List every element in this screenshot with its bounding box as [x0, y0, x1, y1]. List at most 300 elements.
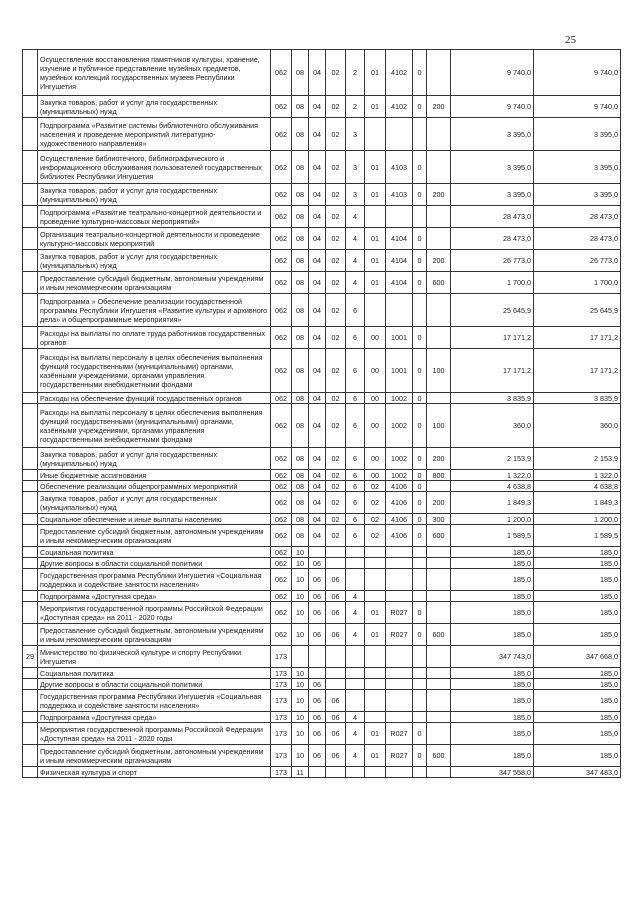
- col-main-event: 01: [365, 184, 386, 206]
- col-subprogram: 6: [346, 448, 365, 470]
- col-expense-type: [427, 206, 451, 228]
- col-direction: 4104: [386, 250, 413, 272]
- col-sum-year1: 1 589,5: [451, 525, 534, 547]
- row-name: Подпрограмма «Доступная среда»: [38, 591, 271, 602]
- col-main-event: 01: [365, 723, 386, 745]
- col-sum-year1: 25 645,9: [451, 294, 534, 327]
- row-name: Физическая культура и спорт: [38, 767, 271, 778]
- col-section: 08: [292, 525, 309, 547]
- col-program: [326, 679, 346, 690]
- col-subprogram: [346, 569, 365, 591]
- col-direction: 1001: [386, 327, 413, 349]
- row-number: [23, 250, 38, 272]
- col-sum-year2: 17 171,2: [534, 349, 621, 393]
- col-expense-type: 200: [427, 184, 451, 206]
- col-sum-year2: 360,0: [534, 404, 621, 448]
- col-sum-year2: 3 395,0: [534, 118, 621, 151]
- col-main-event: 00: [365, 404, 386, 448]
- col-subsection: 04: [309, 118, 326, 151]
- col-marker: [413, 294, 427, 327]
- col-marker: [413, 679, 427, 690]
- col-main-event: [365, 558, 386, 569]
- col-section: 08: [292, 50, 309, 96]
- col-program: 02: [326, 228, 346, 250]
- col-direction: [386, 118, 413, 151]
- col-subsection: 06: [309, 558, 326, 569]
- col-section: 08: [292, 327, 309, 349]
- table-row: [23, 184, 621, 206]
- col-program: 06: [326, 569, 346, 591]
- col-sum-year2: 185,0: [534, 558, 621, 569]
- row-name: Социальная политика: [38, 668, 271, 679]
- row-name: Закупка товаров, работ и услуг для государственных (муниципальных) нужд: [38, 448, 271, 470]
- col-expense-type: 200: [427, 492, 451, 514]
- col-subsection: 06: [309, 569, 326, 591]
- col-program: 06: [326, 602, 346, 624]
- row-number: [23, 118, 38, 151]
- col-direction: 4106: [386, 525, 413, 547]
- col-subsection: 04: [309, 470, 326, 481]
- col-direction: R027: [386, 624, 413, 646]
- col-subsection: 06: [309, 723, 326, 745]
- col-admin-code: 062: [271, 349, 292, 393]
- col-subprogram: 4: [346, 712, 365, 723]
- col-subsection: 04: [309, 294, 326, 327]
- col-marker: 0: [413, 745, 427, 767]
- col-program: 02: [326, 492, 346, 514]
- col-section: 08: [292, 404, 309, 448]
- col-subsection: 04: [309, 514, 326, 525]
- row-name: Расходы на выплаты персоналу в целях обеспечения выполнения функций государственными (муниципальными) органами, казёнными учреждениями, органами управления государственными внебюджетными фондами: [38, 349, 271, 393]
- col-section: 10: [292, 690, 309, 712]
- row-number: [23, 272, 38, 294]
- table-row: [23, 118, 621, 151]
- col-program: 02: [326, 327, 346, 349]
- col-sum-year2: 25 645,9: [534, 294, 621, 327]
- col-admin-code: 173: [271, 690, 292, 712]
- budget-rows: [23, 50, 621, 778]
- col-marker: 0: [413, 250, 427, 272]
- col-direction: [386, 558, 413, 569]
- col-admin-code: 062: [271, 547, 292, 558]
- col-marker: 0: [413, 151, 427, 184]
- col-expense-type: [427, 569, 451, 591]
- col-marker: 0: [413, 723, 427, 745]
- col-sum-year2: 9 740,0: [534, 50, 621, 96]
- col-sum-year1: 1 700,0: [451, 272, 534, 294]
- col-direction: [386, 646, 413, 668]
- col-main-event: [365, 712, 386, 723]
- col-admin-code: 173: [271, 723, 292, 745]
- col-sum-year1: 185,0: [451, 624, 534, 646]
- col-marker: 0: [413, 393, 427, 404]
- col-subprogram: 4: [346, 723, 365, 745]
- row-number: 29: [23, 646, 38, 668]
- col-sum-year2: 347 483,0: [534, 767, 621, 778]
- col-main-event: [365, 690, 386, 712]
- col-marker: 0: [413, 448, 427, 470]
- col-direction: 4102: [386, 50, 413, 96]
- table-row: [23, 151, 621, 184]
- table-row: [23, 547, 621, 558]
- col-subsection: 06: [309, 712, 326, 723]
- col-section: [292, 646, 309, 668]
- col-section: 10: [292, 547, 309, 558]
- col-admin-code: 173: [271, 767, 292, 778]
- row-name: Министерство по физической культуре и спорту Республики Ингушетия: [38, 646, 271, 668]
- col-admin-code: 062: [271, 492, 292, 514]
- col-main-event: 01: [365, 624, 386, 646]
- col-sum-year2: 26 773,0: [534, 250, 621, 272]
- col-direction: 4104: [386, 272, 413, 294]
- col-sum-year2: 3 395,0: [534, 184, 621, 206]
- col-main-event: 01: [365, 272, 386, 294]
- col-sum-year2: 185,0: [534, 591, 621, 602]
- table-row: [23, 745, 621, 767]
- col-direction: [386, 712, 413, 723]
- row-number: [23, 558, 38, 569]
- col-marker: [413, 558, 427, 569]
- row-name: Мероприятия государственной программы Российской Федерации «Доступная среда» на 2011 - 2020 годы: [38, 723, 271, 745]
- col-main-event: 01: [365, 151, 386, 184]
- col-direction: [386, 767, 413, 778]
- row-number: [23, 723, 38, 745]
- col-subsection: 04: [309, 404, 326, 448]
- col-sum-year1: 185,0: [451, 569, 534, 591]
- col-program: 02: [326, 272, 346, 294]
- col-expense-type: [427, 668, 451, 679]
- col-admin-code: 062: [271, 272, 292, 294]
- col-direction: R027: [386, 723, 413, 745]
- col-marker: [413, 668, 427, 679]
- col-admin-code: 062: [271, 250, 292, 272]
- budget-table: [22, 49, 621, 778]
- col-program: 02: [326, 206, 346, 228]
- col-sum-year2: 17 171,2: [534, 327, 621, 349]
- col-program: 06: [326, 591, 346, 602]
- col-admin-code: 062: [271, 206, 292, 228]
- row-name: Государственная программа Республики Ингушетия «Социальная поддержка и содействие занятости населения»: [38, 569, 271, 591]
- col-direction: [386, 547, 413, 558]
- col-subsection: 06: [309, 745, 326, 767]
- col-main-event: [365, 294, 386, 327]
- col-admin-code: 062: [271, 481, 292, 492]
- col-sum-year2: 185,0: [534, 602, 621, 624]
- col-sum-year1: 185,0: [451, 679, 534, 690]
- row-name: Обеспечение реализации общепрограммных мероприятий: [38, 481, 271, 492]
- col-main-event: 01: [365, 228, 386, 250]
- col-admin-code: 173: [271, 668, 292, 679]
- table-row: [23, 228, 621, 250]
- row-number: [23, 470, 38, 481]
- row-name: Осуществление библиотечного, библиографического и информационного обслуживания пользователей государственных библиотек Республики Ингушетия: [38, 151, 271, 184]
- row-number: [23, 569, 38, 591]
- row-name: Мероприятия государственной программы Российской Федерации «Доступная среда» на 2011 - 2020 годы: [38, 602, 271, 624]
- col-section: 08: [292, 448, 309, 470]
- col-section: 08: [292, 492, 309, 514]
- row-number: [23, 393, 38, 404]
- row-name: Иные бюджетные ассигнования: [38, 470, 271, 481]
- col-subprogram: 2: [346, 50, 365, 96]
- col-sum-year1: 26 773,0: [451, 250, 534, 272]
- col-subprogram: 6: [346, 514, 365, 525]
- col-sum-year1: 4 638,8: [451, 481, 534, 492]
- table-row: [23, 96, 621, 118]
- col-program: 02: [326, 151, 346, 184]
- row-number: [23, 349, 38, 393]
- col-expense-type: [427, 767, 451, 778]
- row-name: Расходы на выплаты персоналу в целях обеспечения выполнения функций государственными (муниципальными) органами, казёнными учреждениями, органами управления государственными внебюджетными фондами: [38, 404, 271, 448]
- col-section: 10: [292, 745, 309, 767]
- row-number: [23, 294, 38, 327]
- col-marker: [413, 569, 427, 591]
- col-subprogram: 6: [346, 481, 365, 492]
- col-expense-type: 600: [427, 525, 451, 547]
- row-number: [23, 151, 38, 184]
- col-expense-type: [427, 712, 451, 723]
- col-admin-code: 062: [271, 602, 292, 624]
- col-sum-year1: 185,0: [451, 712, 534, 723]
- col-subprogram: 4: [346, 206, 365, 228]
- col-main-event: 00: [365, 470, 386, 481]
- col-section: 10: [292, 679, 309, 690]
- col-sum-year1: 347 743,0: [451, 646, 534, 668]
- col-admin-code: 173: [271, 679, 292, 690]
- col-subsection: 06: [309, 690, 326, 712]
- col-marker: 0: [413, 50, 427, 96]
- col-program: 02: [326, 514, 346, 525]
- row-name: Расходы на выплаты по оплате труда работников государственных органов: [38, 327, 271, 349]
- col-program: 02: [326, 481, 346, 492]
- col-sum-year2: 347 668,0: [534, 646, 621, 668]
- col-sum-year2: 28 473,0: [534, 206, 621, 228]
- row-name: Закупка товаров, работ и услуг для государственных (муниципальных) нужд: [38, 96, 271, 118]
- col-sum-year2: 1 322,0: [534, 470, 621, 481]
- row-name: Предоставление субсидий бюджетным, автономным учреждениям и иным некоммерческим организациям: [38, 272, 271, 294]
- col-section: 08: [292, 514, 309, 525]
- col-marker: 0: [413, 349, 427, 393]
- col-admin-code: 062: [271, 591, 292, 602]
- table-row: [23, 646, 621, 668]
- col-section: 10: [292, 558, 309, 569]
- col-direction: 1002: [386, 448, 413, 470]
- col-subprogram: [346, 679, 365, 690]
- col-subprogram: 4: [346, 745, 365, 767]
- col-sum-year1: 185,0: [451, 591, 534, 602]
- table-row: [23, 767, 621, 778]
- col-subsection: 06: [309, 679, 326, 690]
- col-admin-code: 062: [271, 184, 292, 206]
- col-marker: 0: [413, 602, 427, 624]
- col-subprogram: 2: [346, 96, 365, 118]
- col-subprogram: [346, 690, 365, 712]
- col-main-event: 01: [365, 96, 386, 118]
- col-expense-type: [427, 228, 451, 250]
- col-expense-type: [427, 558, 451, 569]
- col-subprogram: 6: [346, 525, 365, 547]
- col-admin-code: 062: [271, 624, 292, 646]
- col-program: 02: [326, 349, 346, 393]
- col-sum-year2: 1 700,0: [534, 272, 621, 294]
- col-marker: 0: [413, 184, 427, 206]
- table-row: [23, 349, 621, 393]
- col-direction: 1002: [386, 404, 413, 448]
- row-number: [23, 481, 38, 492]
- col-main-event: 01: [365, 250, 386, 272]
- col-program: 02: [326, 448, 346, 470]
- col-admin-code: 062: [271, 470, 292, 481]
- col-marker: [413, 591, 427, 602]
- col-admin-code: 062: [271, 151, 292, 184]
- col-subsection: 04: [309, 184, 326, 206]
- table-row: [23, 448, 621, 470]
- col-main-event: 02: [365, 514, 386, 525]
- col-subsection: 06: [309, 624, 326, 646]
- table-row: [23, 712, 621, 723]
- row-name: Осуществление восстановления памятников культуры, хранение, изучение и публичное представление музейных предметов, музейных коллекций государственных музеев Республики Ингушетия: [38, 50, 271, 96]
- col-program: 02: [326, 50, 346, 96]
- col-subprogram: 4: [346, 591, 365, 602]
- col-main-event: [365, 668, 386, 679]
- col-admin-code: 062: [271, 525, 292, 547]
- col-sum-year2: 185,0: [534, 569, 621, 591]
- col-sum-year1: 185,0: [451, 602, 534, 624]
- row-number: [23, 492, 38, 514]
- col-marker: 0: [413, 624, 427, 646]
- col-subsection: 04: [309, 96, 326, 118]
- col-sum-year1: 3 395,0: [451, 151, 534, 184]
- col-sum-year2: 185,0: [534, 668, 621, 679]
- col-expense-type: [427, 294, 451, 327]
- col-expense-type: [427, 547, 451, 558]
- col-sum-year2: 1 200,0: [534, 514, 621, 525]
- col-program: 06: [326, 624, 346, 646]
- col-section: 11: [292, 767, 309, 778]
- col-sum-year2: 185,0: [534, 624, 621, 646]
- col-marker: [413, 646, 427, 668]
- col-marker: 0: [413, 514, 427, 525]
- col-expense-type: [427, 151, 451, 184]
- col-section: 08: [292, 250, 309, 272]
- col-expense-type: [427, 591, 451, 602]
- row-number: [23, 228, 38, 250]
- col-section: 08: [292, 294, 309, 327]
- col-program: 02: [326, 525, 346, 547]
- row-number: [23, 404, 38, 448]
- col-expense-type: 300: [427, 514, 451, 525]
- col-marker: 0: [413, 470, 427, 481]
- row-number: [23, 327, 38, 349]
- col-direction: 1001: [386, 349, 413, 393]
- col-subprogram: 6: [346, 349, 365, 393]
- col-direction: 1002: [386, 393, 413, 404]
- col-section: 10: [292, 569, 309, 591]
- col-subprogram: 6: [346, 470, 365, 481]
- col-sum-year2: 1 849,3: [534, 492, 621, 514]
- col-sum-year2: 185,0: [534, 745, 621, 767]
- col-main-event: [365, 646, 386, 668]
- col-sum-year1: 360,0: [451, 404, 534, 448]
- col-section: 08: [292, 118, 309, 151]
- row-number: [23, 767, 38, 778]
- col-marker: 0: [413, 492, 427, 514]
- col-subprogram: 3: [346, 118, 365, 151]
- col-subsection: [309, 547, 326, 558]
- col-subsection: 04: [309, 272, 326, 294]
- row-name: Расходы на обеспечение функций государственных органов: [38, 393, 271, 404]
- col-subprogram: [346, 547, 365, 558]
- col-expense-type: [427, 327, 451, 349]
- col-section: 08: [292, 184, 309, 206]
- col-admin-code: 062: [271, 393, 292, 404]
- col-subprogram: 4: [346, 250, 365, 272]
- col-sum-year1: 3 395,0: [451, 118, 534, 151]
- table-row: [23, 294, 621, 327]
- col-direction: 4102: [386, 96, 413, 118]
- col-subprogram: 6: [346, 327, 365, 349]
- col-sum-year1: 185,0: [451, 690, 534, 712]
- col-main-event: 02: [365, 481, 386, 492]
- col-marker: [413, 767, 427, 778]
- col-expense-type: 100: [427, 349, 451, 393]
- row-name: Другие вопросы в области социальной политики: [38, 679, 271, 690]
- col-marker: [413, 118, 427, 151]
- col-subsection: 06: [309, 602, 326, 624]
- table-row: [23, 470, 621, 481]
- col-program: [326, 547, 346, 558]
- col-main-event: 00: [365, 393, 386, 404]
- col-subsection: 04: [309, 250, 326, 272]
- col-sum-year2: 185,0: [534, 547, 621, 558]
- col-subsection: 04: [309, 50, 326, 96]
- col-program: [326, 646, 346, 668]
- row-number: [23, 448, 38, 470]
- col-expense-type: [427, 646, 451, 668]
- col-admin-code: 173: [271, 646, 292, 668]
- col-direction: [386, 591, 413, 602]
- col-sum-year1: 185,0: [451, 558, 534, 569]
- row-name: Подпрограмма «Развитие театрально-концертной деятельности и проведение культурно-массовых мероприятий»: [38, 206, 271, 228]
- col-direction: 4103: [386, 151, 413, 184]
- col-direction: 1002: [386, 470, 413, 481]
- row-number: [23, 50, 38, 96]
- col-program: 02: [326, 250, 346, 272]
- col-sum-year2: 3 835,9: [534, 393, 621, 404]
- col-section: 08: [292, 151, 309, 184]
- row-number: [23, 184, 38, 206]
- col-sum-year1: 1 849,3: [451, 492, 534, 514]
- col-subsection: [309, 646, 326, 668]
- col-section: 10: [292, 723, 309, 745]
- col-program: 06: [326, 745, 346, 767]
- col-main-event: 02: [365, 492, 386, 514]
- col-main-event: [365, 679, 386, 690]
- col-admin-code: 062: [271, 118, 292, 151]
- col-subprogram: 3: [346, 184, 365, 206]
- col-admin-code: 062: [271, 404, 292, 448]
- col-subsection: 04: [309, 492, 326, 514]
- table-row: [23, 723, 621, 745]
- row-name: Подпрограмма «Развитие системы библиотечного обслуживания населения и проведение мероприятий литературно-художественного направления»: [38, 118, 271, 151]
- col-admin-code: 173: [271, 745, 292, 767]
- col-subprogram: 4: [346, 272, 365, 294]
- col-expense-type: [427, 690, 451, 712]
- col-main-event: 00: [365, 349, 386, 393]
- col-expense-type: 200: [427, 250, 451, 272]
- row-name: Другие вопросы в области социальной политики: [38, 558, 271, 569]
- row-number: [23, 96, 38, 118]
- row-number: [23, 712, 38, 723]
